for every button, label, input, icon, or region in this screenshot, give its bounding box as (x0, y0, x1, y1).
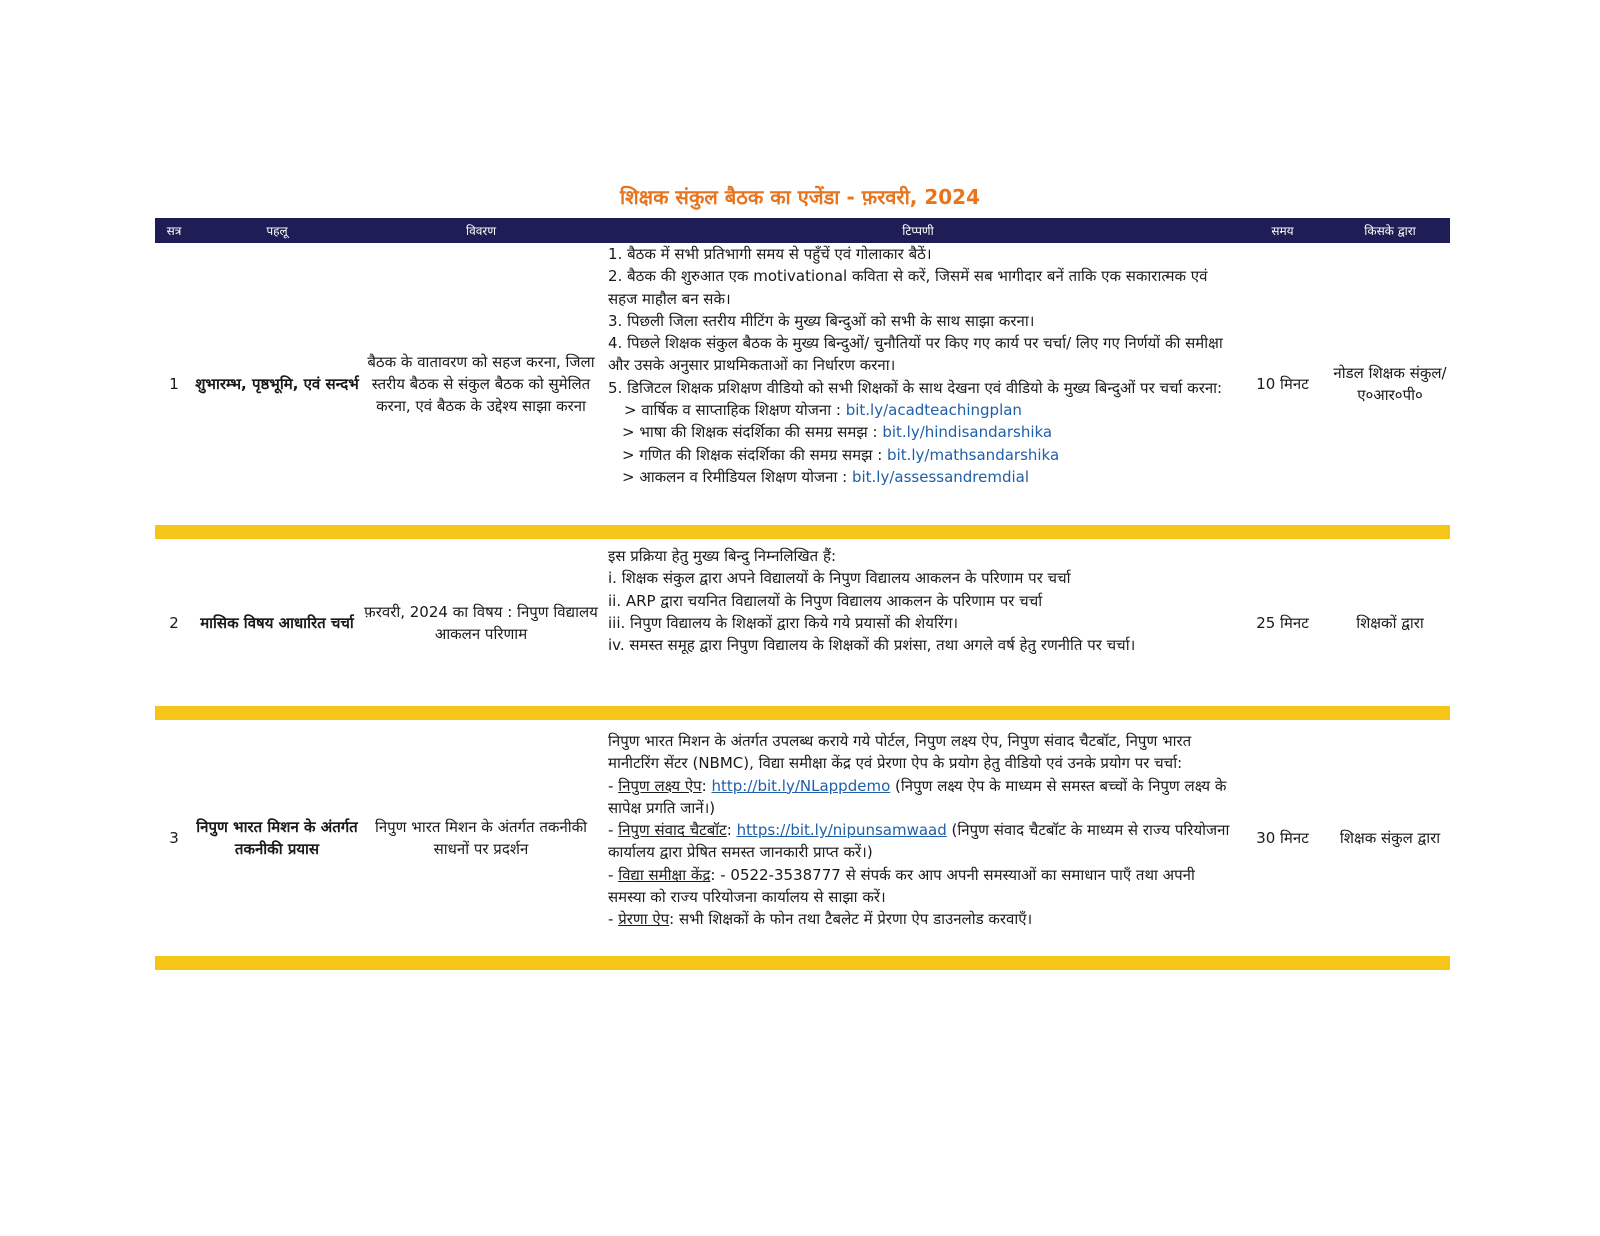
aspect-cell: मासिक विषय आधारित चर्चा (200, 613, 354, 632)
video-link-item: > वार्षिक व साप्ताहिक शिक्षण योजना : bit.ly/acadteachingplan (624, 401, 1022, 420)
note-line: 2. बैठक की शुरुआत एक motivational कविता से करें, जिसमें सब भागीदार बनें ताकि एक सकारात्मक एवं सहज माहौल बन सके। (608, 267, 1208, 308)
video-link-item: > आकलन व रिमीडियल शिक्षण योजना : bit.ly/assessandremdial (622, 467, 1030, 486)
chatbot-link[interactable]: https://bit.ly/nipunsamwaad (736, 821, 947, 840)
by-whom-cell: शिक्षक संकुल द्वारा (1339, 829, 1441, 847)
note-line: - प्रेरणा ऐप: सभी शिक्षकों के फोन तथा टैबलेट में प्रेरणा ऐप डाउनलोड करवाएँ। (608, 910, 1033, 929)
time-cell: 10 मिनट (1256, 375, 1309, 393)
aspect-cell: शुभारम्भ, पृष्ठभूमि, एवं सन्दर्भ (195, 375, 359, 393)
session-number: 1 (169, 375, 179, 393)
by-whom-cell: नोडल शिक्षक संकुल/ ए०आर०पी० (1333, 364, 1447, 404)
by-whom-cell: शिक्षकों द्वारा (1356, 613, 1424, 632)
note-line: इस प्रक्रिया हेतु मुख्य बिन्दु निम्नलिखित हैं: (608, 547, 837, 565)
app-name: निपुण संवाद चैटबॉट (618, 821, 727, 840)
header-aspect: पहलू (266, 224, 288, 238)
row-separator (155, 706, 1450, 720)
table-row (155, 539, 1450, 706)
header-notes: टिप्पणी (902, 224, 934, 238)
header-by-whom: किसके द्वारा (1364, 224, 1416, 238)
app-name: विद्या समीक्षा केंद्र (618, 865, 711, 884)
notes-cell (601, 243, 1235, 525)
time-cell: 25 मिनट (1256, 613, 1309, 632)
description-cell: बैठक के वातावरण को सहज करना, जिला स्तरीय बैठक से संकुल बैठक को सुमेलित करना, एवं बैठक के उद्देश्य साझा करना (367, 353, 595, 415)
video-link-item: > भाषा की शिक्षक संदर्शिका की समग्र समझ : bit.ly/hindisandarshika (622, 423, 1053, 442)
note-line: 3. पिछली जिला स्तरीय मीटिंग के मुख्य बिन्दुओं को सभी के साथ साझा करना। (608, 311, 1035, 330)
video-link[interactable]: bit.ly/hindisandarshika (882, 423, 1053, 442)
note-line: - निपुण संवाद चैटबॉट: https://bit.ly/nipunsamwaad (निपुण संवाद चैटबॉट के माध्यम से राज्य परियोजना कार्यालय द्वारा प्रेषित समस्त जानकारी प्राप्त करें।) (608, 821, 1230, 862)
header-session: सत्र (166, 224, 182, 238)
note-line: - विद्या समीक्षा केंद्र: - 0522-3538777 से संपर्क कर आप अपनी समस्याओं का समाधान पाएँ तथा अपनी समस्या को राज्य परियोजना कार्यालय से साझा करें। (608, 865, 1195, 907)
note-line: - निपुण लक्ष्य ऐप: http://bit.ly/NLappdemo (निपुण लक्ष्य ऐप के माध्यम से समस्त बच्चों के निपुण लक्ष्य के सापेक्ष प्रगति जानें।) (608, 776, 1227, 817)
table-row (155, 243, 1450, 525)
note-line: i. शिक्षक संकुल द्वारा अपने विद्यालयों के निपुण विद्यालय आकलन के परिणाम पर चर्चा (608, 569, 1071, 588)
description-cell: निपुण भारत मिशन के अंतर्गत तकनीकी साधनों पर प्रदर्शन (374, 818, 588, 858)
video-link[interactable]: bit.ly/mathsandarshika (887, 445, 1060, 464)
header-description: विवरण (465, 224, 497, 238)
note-line: निपुण भारत मिशन के अंतर्गत उपलब्ध कराये गये पोर्टल, निपुण लक्ष्य ऐप, निपुण संवाद चैटबॉट, निपुण भारत मानीटरिंग सेंटर (NBMC), विद्या समीक्षा केंद्र एवं प्रेरणा ऐप के प्रयोग हेतु वीडियो एवं उनके प्रयोग पर चर्चा: (608, 732, 1192, 773)
description-cell: फ़रवरी, 2024 का विषय : निपुण विद्यालय आकलन परिणाम (364, 602, 598, 643)
table-row (155, 720, 1450, 956)
note-line: iv. समस्त समूह द्वारा निपुण विद्यालय के शिक्षकों की प्रशंसा, तथा अगले वर्ष हेतु रणनीति पर चर्चा। (608, 636, 1136, 655)
page-title: शिक्षक संकुल बैठक का एजेंडा - फ़रवरी, 2024 (619, 185, 981, 209)
header-time: समय (1271, 224, 1294, 238)
note-line: iii. निपुण विद्यालय के शिक्षकों द्वारा किये गये प्रयासों की शेयरिंग। (608, 613, 959, 632)
video-link[interactable]: bit.ly/acadteachingplan (845, 401, 1022, 420)
notes-cell (601, 720, 1235, 956)
app-name: निपुण लक्ष्य ऐप (618, 776, 702, 795)
time-cell: 30 मिनट (1256, 829, 1309, 847)
nl-app-link[interactable]: http://bit.ly/NLappdemo (711, 776, 891, 795)
session-number: 3 (169, 829, 179, 847)
session-number: 2 (169, 613, 179, 632)
agenda-table (155, 218, 1450, 970)
notes-cell (601, 539, 1235, 706)
row-separator (155, 956, 1450, 970)
video-link[interactable]: bit.ly/assessandremdial (851, 467, 1030, 486)
note-line: 1. बैठक में सभी प्रतिभागी समय से पहुँचें एवं गोलाकार बैठें। (608, 245, 932, 263)
video-link-item: > गणित की शिक्षक संदर्शिका की समग्र समझ : bit.ly/mathsandarshika (622, 445, 1060, 464)
note-line: 5. डिजिटल शिक्षक प्रशिक्षण वीडियो को सभी शिक्षकों के साथ देखना एवं वीडियो के मुख्य बिन्दुओं पर चर्चा करना: (608, 378, 1223, 397)
row-separator (155, 525, 1450, 539)
note-line: 4. पिछले शिक्षक संकुल बैठक के मुख्य बिन्दुओं/ चुनौतियों पर किए गए कार्य पर चर्चा/ लिए गए निर्णयों की समीक्षा और उसके अनुसार प्राथमिकताओं का निर्धारण करना। (608, 334, 1223, 375)
app-name: प्रेरणा ऐप (618, 910, 670, 929)
aspect-cell: निपुण भारत मिशन के अंतर्गत तकनीकी प्रयास (196, 818, 358, 858)
note-line: ii. ARP द्वारा चयनित विद्यालयों के निपुण विद्यालय आकलन के परिणाम पर चर्चा (608, 591, 1043, 610)
table-header (155, 218, 1450, 243)
